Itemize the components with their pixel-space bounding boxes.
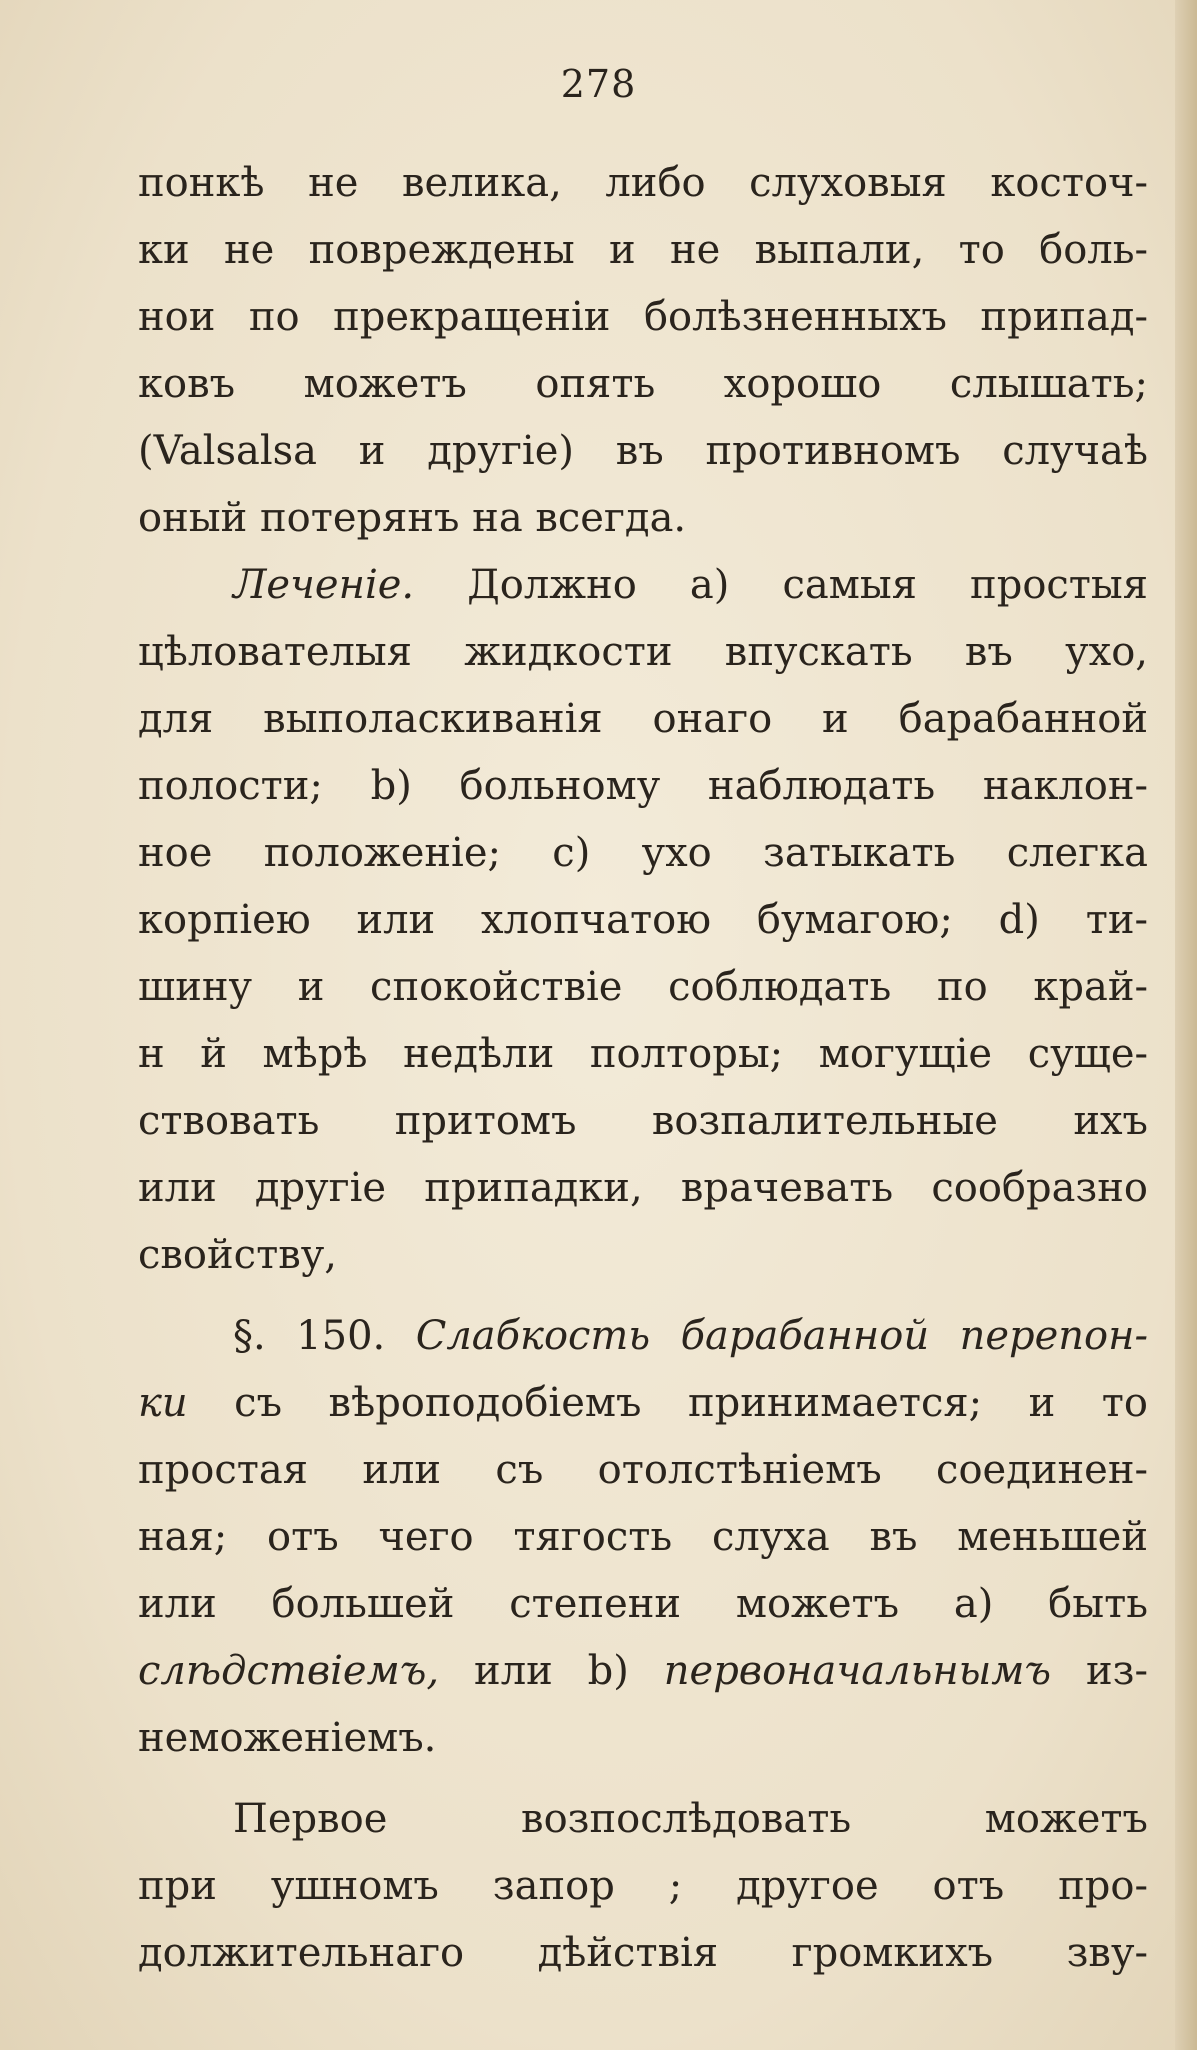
line-text: ки не повреждены и не выпали, то боль- xyxy=(138,227,1148,273)
italic-text: слѣдствіемъ, xyxy=(138,1648,440,1694)
text-line xyxy=(138,1222,1148,1289)
text-line xyxy=(138,351,1148,418)
line-text: неможеніемъ. xyxy=(138,1715,437,1761)
text-line xyxy=(138,686,1148,753)
text-line xyxy=(138,418,1148,485)
line-text: шину и спокойствіе соблюдать по край- xyxy=(138,964,1148,1010)
line-text: или b) xyxy=(439,1648,664,1694)
line-text: нои по прекращеніи болѣзненныхъ припад- xyxy=(138,294,1148,340)
text-line xyxy=(138,1504,1148,1571)
line-text: из- xyxy=(1051,1648,1148,1694)
text-line xyxy=(138,1155,1148,1222)
text-line xyxy=(138,552,1148,619)
text-line xyxy=(138,619,1148,686)
line-text: должительнаго дѣйствія громкихъ зву- xyxy=(138,1930,1148,1976)
text-line xyxy=(138,1021,1148,1088)
line-text: съ вѣроподобіемъ принимается; и то xyxy=(187,1380,1148,1426)
line-text: свойству, xyxy=(138,1232,337,1278)
text-line xyxy=(138,217,1148,284)
line-text: цѣлователыя жидкости впускать въ ухо, xyxy=(138,629,1148,675)
text-line xyxy=(138,1705,1148,1772)
line-text: Должно а) самыя простыя xyxy=(414,562,1148,608)
text-line xyxy=(138,1786,1148,1853)
line-text: ное положеніе; c) ухо затыкать слегка xyxy=(138,830,1148,876)
italic-text: ки xyxy=(138,1380,188,1426)
line-text: или другіе припадки, врачевать сообразно xyxy=(138,1165,1148,1211)
text-line xyxy=(138,820,1148,887)
text-line xyxy=(138,284,1148,351)
line-text: при ушномъ запор ; другое отъ про- xyxy=(138,1863,1148,1909)
text-line xyxy=(138,954,1148,1021)
text-line xyxy=(138,1437,1148,1504)
italic-text: первоначальнымъ xyxy=(663,1648,1052,1694)
text-line xyxy=(138,485,1148,552)
line-text: корпіею или хлопчатою бумагою; d) ти- xyxy=(138,897,1148,943)
text-line xyxy=(138,1920,1148,1987)
italic-text: Слабкость барабанной перепон- xyxy=(415,1313,1148,1359)
text-line xyxy=(138,887,1148,954)
body-text xyxy=(138,150,1148,1987)
line-text: ковъ можетъ опять хорошо слышать; xyxy=(138,361,1148,407)
line-text: ная; отъ чего тягость слуха въ меньшей xyxy=(138,1514,1148,1560)
italic-text: Леченіе. xyxy=(233,562,415,608)
line-text: понкѣ не велика, либо слуховыя косточ- xyxy=(138,160,1148,206)
line-text: §. 150. xyxy=(233,1313,416,1359)
line-text: н й мѣрѣ недѣли полторы; могущіе суще- xyxy=(138,1031,1148,1077)
line-text: для выполаскиванія онаго и барабанной xyxy=(138,696,1148,742)
page-number: 278 xyxy=(560,62,637,106)
text-line xyxy=(138,1571,1148,1638)
page-edge xyxy=(1175,0,1197,2050)
line-text: ствовать притомъ возпалительные ихъ xyxy=(138,1098,1148,1144)
text-line xyxy=(138,753,1148,820)
text-line xyxy=(138,1638,1148,1705)
text-line xyxy=(138,1853,1148,1920)
text-line xyxy=(138,150,1148,217)
line-text: Первое возпослѣдовать можетъ xyxy=(233,1796,1148,1842)
line-text: (Valsalsa и другіе) въ противномъ случаѣ xyxy=(138,428,1148,474)
text-line xyxy=(138,1303,1148,1370)
text-line xyxy=(138,1370,1148,1437)
line-text: или большей степени можетъ а) быть xyxy=(138,1581,1148,1627)
line-text: оный потерянъ на всегда. xyxy=(138,495,687,541)
line-text: полости; b) больному наблюдать наклон- xyxy=(138,763,1148,809)
line-text: простая или съ отолстѣніемъ соединен- xyxy=(138,1447,1148,1493)
text-line xyxy=(138,1088,1148,1155)
